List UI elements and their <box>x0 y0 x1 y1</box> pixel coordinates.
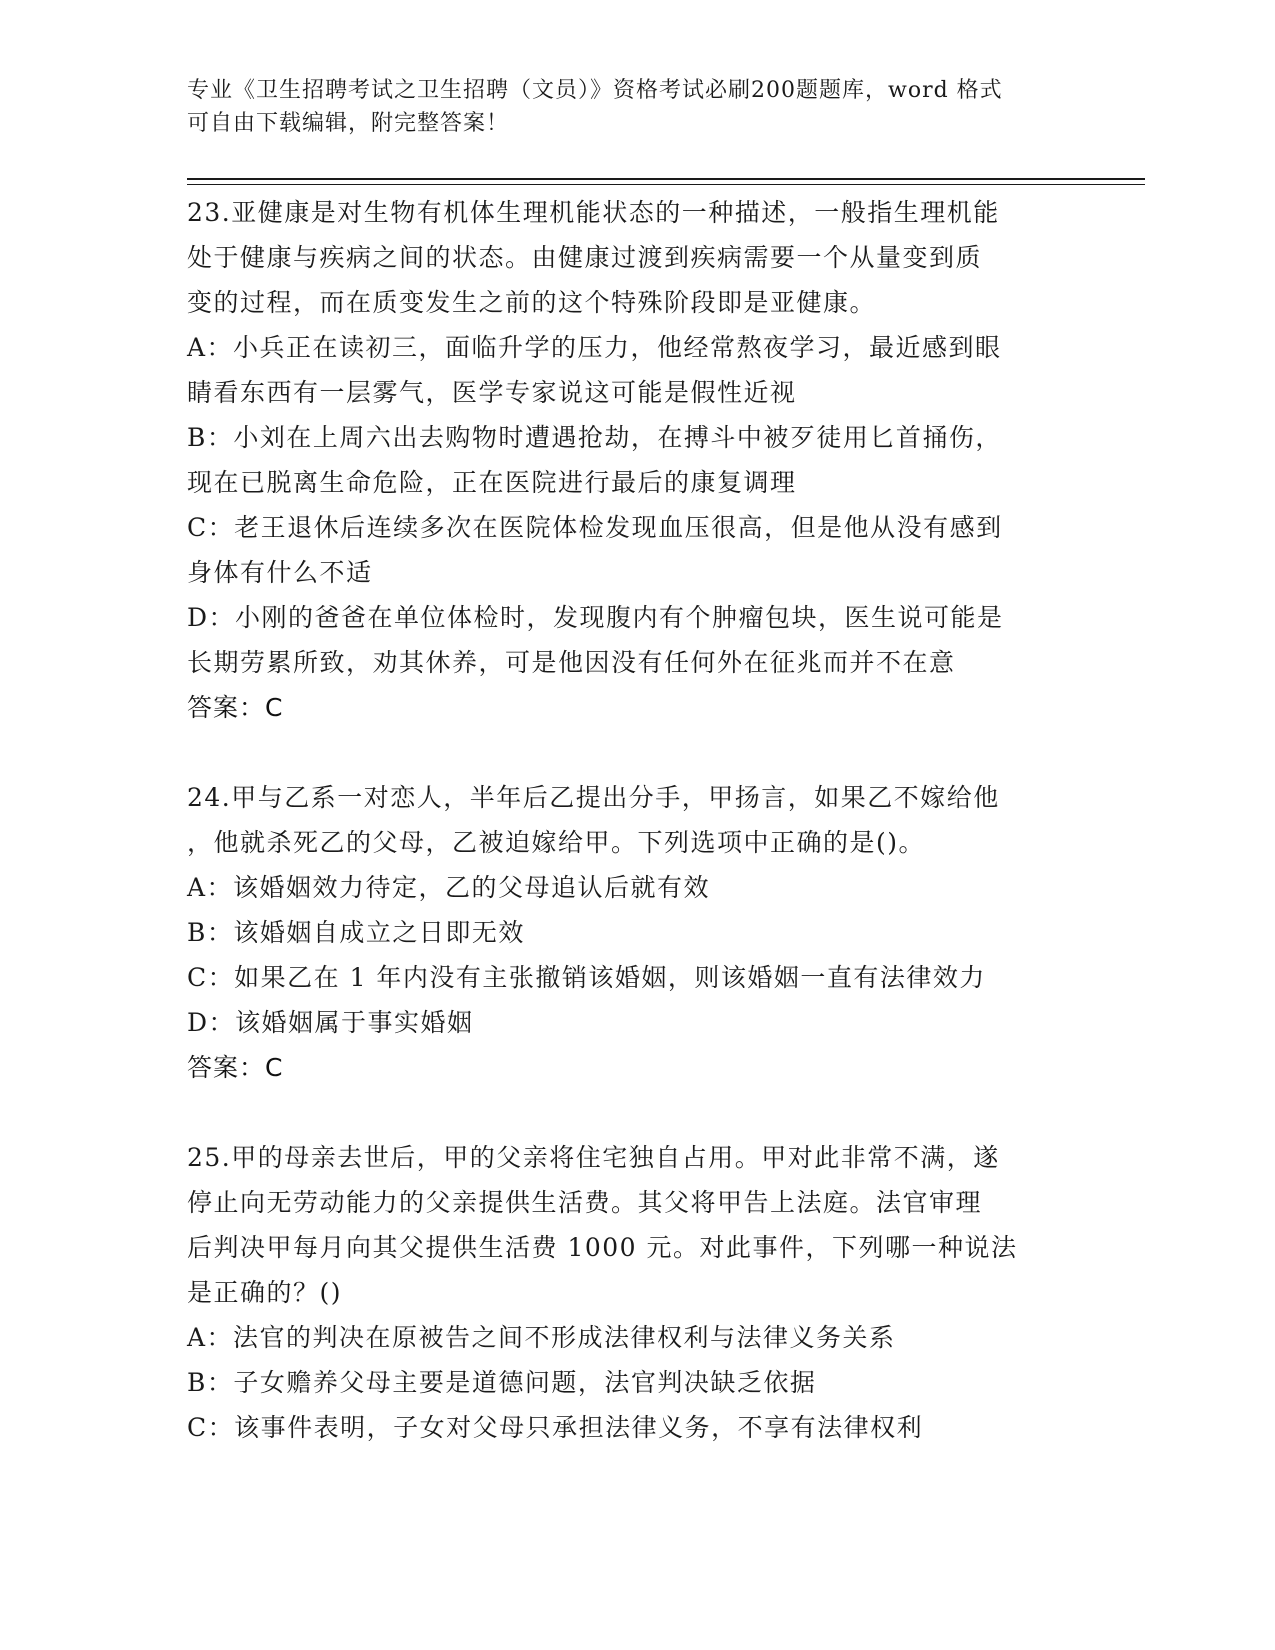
question-24 <box>187 775 1087 1090</box>
question-stem-line: 处于健康与疾病之间的状态。由健康过渡到疾病需要一个从量变到质 <box>187 243 983 272</box>
question-stem-line: 24.甲与乙系一对恋人，半年后乙提出分手，甲扬言，如果乙不嫁给他 <box>187 783 1000 812</box>
question-23 <box>187 190 1087 730</box>
question-stem-line: ，他就杀死乙的父母，乙被迫嫁给甲。下列选项中正确的是()。 <box>187 828 926 857</box>
question-list <box>187 190 1087 1450</box>
header-line-1: 专业《卫生招聘考试之卫生招聘（文员）》资格考试必刷200题题库，word 格式 <box>187 78 1003 103</box>
option-d-line: D：小刚的爸爸在单位体检时，发现腹内有个肿瘤包块，医生说可能是 <box>187 603 1004 632</box>
document-header <box>187 74 1067 140</box>
answer-label: 答案：C <box>187 1053 284 1082</box>
option-d-line: 长期劳累所致，劝其休养，可是他因没有任何外在征兆而并不在意 <box>187 648 956 677</box>
option-a-line: 睛看东西有一层雾气，医学专家说这可能是假性近视 <box>187 378 797 407</box>
option-c-line: 身体有什么不适 <box>187 558 373 587</box>
question-stem-line: 是正确的？() <box>187 1278 343 1307</box>
question-stem-line: 停止向无劳动能力的父亲提供生活费。其父将甲告上法庭。法官审理 <box>187 1188 983 1217</box>
option-c-line: C：如果乙在 1 年内没有主张撤销该婚姻，则该婚姻一直有法律效力 <box>187 963 986 992</box>
answer-label: 答案：C <box>187 693 284 722</box>
option-a-line: A：该婚姻效力待定，乙的父母追认后就有效 <box>187 873 711 902</box>
option-b-line: B：该婚姻自成立之日即无效 <box>187 918 525 947</box>
option-a-line: A：小兵正在读初三，面临升学的压力，他经常熬夜学习，最近感到眼 <box>187 333 1002 362</box>
option-d-line: D：该婚姻属于事实婚姻 <box>187 1008 474 1037</box>
question-stem-line: 变的过程，而在质变发生之前的这个特殊阶段即是亚健康。 <box>187 288 877 317</box>
question-stem-line: 后判决甲每月向其父提供生活费 1000 元。对此事件，下列哪一种说法 <box>187 1233 1018 1262</box>
option-b-line: 现在已脱离生命危险，正在医院进行最后的康复调理 <box>187 468 797 497</box>
option-a-line: A：法官的判决在原被告之间不形成法律权利与法律义务关系 <box>187 1323 896 1352</box>
header-divider-thin <box>187 184 1145 185</box>
option-c-line: C：该事件表明，子女对父母只承担法律义务，不享有法律权利 <box>187 1413 924 1442</box>
option-b-line: B：小刘在上周六出去购物时遭遇抢劫，在搏斗中被歹徒用匕首捅伤， <box>187 423 1002 452</box>
question-stem-line: 23.亚健康是对生物有机体生理机能状态的一种描述，一般指生理机能 <box>187 198 1000 227</box>
question-spacer <box>187 1090 1087 1135</box>
question-stem-line: 25.甲的母亲去世后，甲的父亲将住宅独自占用。甲对此非常不满，遂 <box>187 1143 1000 1172</box>
option-c-line: C：老王退休后连续多次在医院体检发现血压很高，但是他从没有感到 <box>187 513 1003 542</box>
question-spacer <box>187 730 1087 775</box>
option-b-line: B：子女赡养父母主要是道德问题，法官判决缺乏依据 <box>187 1368 817 1397</box>
question-25 <box>187 1135 1087 1450</box>
header-line-2: 可自由下载编辑，附完整答案！ <box>187 111 510 136</box>
header-divider-thick <box>187 178 1145 180</box>
